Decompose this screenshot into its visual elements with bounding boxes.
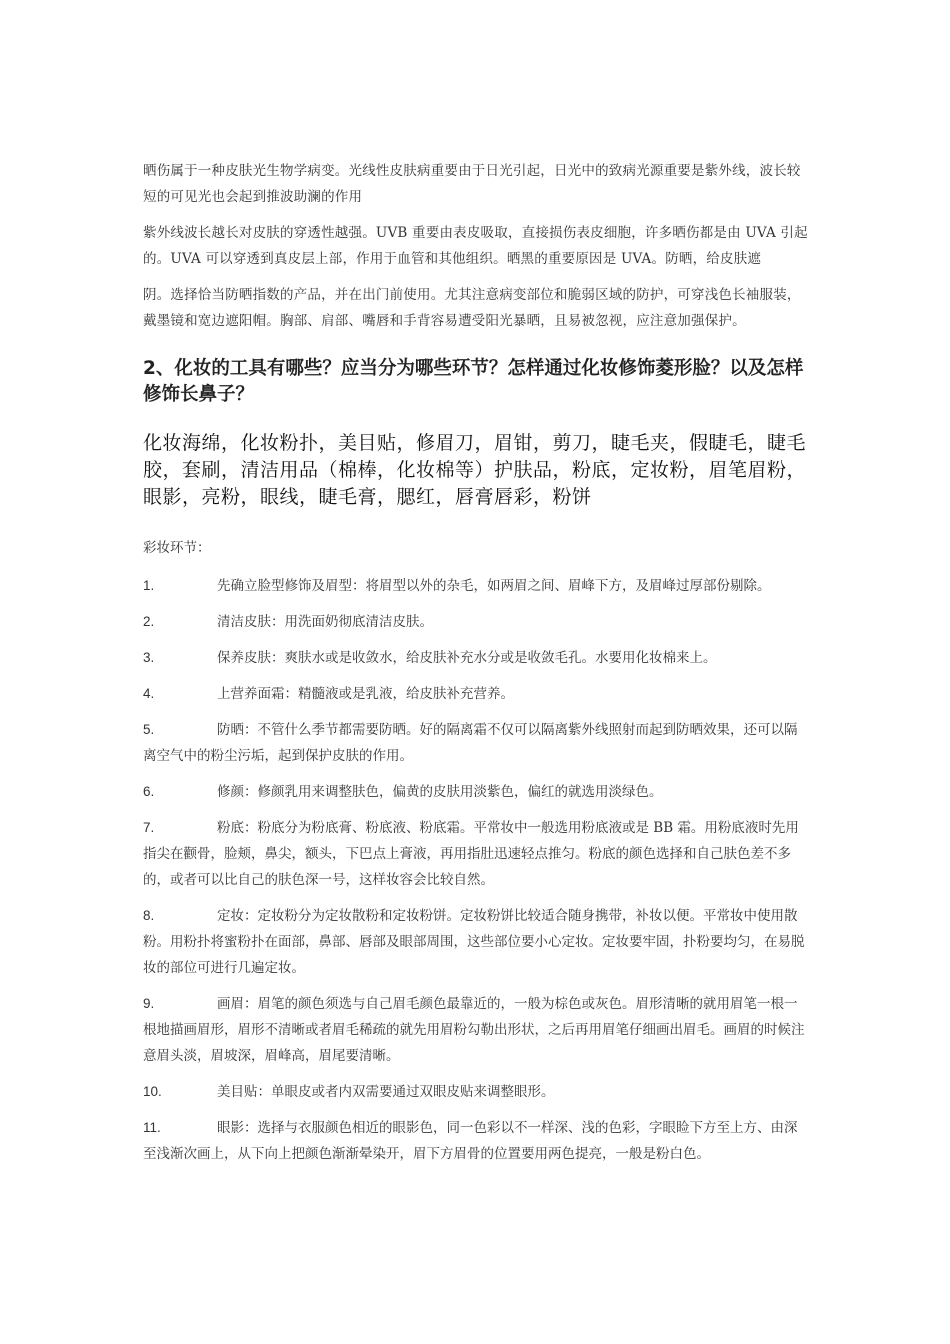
step-text: 美目贴：单眼皮或者内双需要通过双眼皮贴来调整眼形。 [217, 1084, 555, 1100]
step-text: 定妆：定妆粉分为定妆散粉和定妆粉饼。定妆粉饼比较适合随身携带，补妆以便。平常妆中使用散粉。用粉扑将蜜粉扑在面部，鼻部、唇部及眼部周围，这些部位要小心定妆。定妆要牢固，扑粉要均匀，在易脱妆的部位可进行几遍定妆。 [143, 908, 805, 976]
list-item [143, 991, 808, 1069]
step-number: 4. [143, 686, 155, 701]
step-text: 眼影：选择与衣服颜色相近的眼影色，同一色彩以不一样深、浅的色彩，字眼睑下方至上方、由深至浅渐次画上，从下向上把颜色渐渐晕染开，眉下方眉骨的位置要用两色提亮，一般是粉白色。 [143, 1120, 798, 1162]
list-item [143, 681, 808, 707]
step-number: 10. [143, 1084, 162, 1099]
step-text: 防晒：不管什么季节都需要防晒。好的隔离霜不仅可以隔离紫外线照射而起到防晒效果，还可以隔离空气中的粉尘污垢，起到保护皮肤的作用。 [143, 722, 798, 764]
step-number: 9. [143, 996, 155, 1011]
list-item [143, 903, 808, 981]
step-text: 上营养面霜：精髓液或是乳液，给皮肤补充营养。 [217, 686, 514, 702]
document-page [143, 158, 808, 1177]
list-item [143, 717, 808, 769]
step-text: 画眉：眉笔的颜色须选与自己眉毛颜色最靠近的，一般为棕色或灰色。眉形清晰的就用眉笔一根一根地描画眉形，眉形不清晰或者眉毛稀疏的就先用眉粉勾勒出形状，之后再用眉笔仔细画出眉毛。画眉的时候注意眉头淡，眉坡深，眉峰高，眉尾要清晰。 [143, 996, 805, 1064]
steps-title: 彩妆环节： [143, 540, 211, 556]
list-item [143, 645, 808, 671]
list-item [143, 815, 808, 893]
step-text: 粉底：粉底分为粉底膏、粉底液、粉底霜。平常妆中一般选用粉底液或是 BB 霜。用粉底液时先用指尖在颧骨，脸颊，鼻尖，额头，下巴点上膏液，再用指肚迅速轻点推匀。粉底的颜色选择和自己肤色差不多的，或者可以比自己的肤色深一号，这样妆容会比较自然。 [143, 820, 799, 888]
intro-paragraph-2: 紫外线波长越长对皮肤的穿透性越强。UVB 重要由表皮吸取，直接损伤表皮细胞，许多晒伤都是由 UVA 引起的。UVA 可以穿透到真皮层上部，作用于血管和其他组织。晒黑的重要原因是 UVA。防晒，给皮肤遮 [143, 225, 808, 267]
step-number: 11. [143, 1120, 161, 1135]
list-item [143, 1079, 808, 1105]
list-item [143, 609, 808, 635]
intro-paragraph-1: 晒伤属于一种皮肤光生物学病变。光线性皮肤病重要由于日光引起，日光中的致病光源重要是紫外线，波长较短的可见光也会起到推波助澜的作用 [143, 163, 801, 205]
step-number: 8. [143, 908, 155, 923]
step-number: 5. [143, 722, 155, 737]
list-item [143, 573, 808, 599]
steps-list [143, 573, 808, 1167]
step-text: 清洁皮肤：用洗面奶彻底清洁皮肤。 [217, 614, 433, 630]
intro-paragraph-3: 阴。选择恰当防晒指数的产品，并在出门前使用。尤其注意病变部位和脆弱区域的防护，可穿浅色长袖服装，戴墨镜和宽边遮阳帽。胸部、肩部、嘴唇和手背容易遭受阳光暴晒，且易被忽视，应注意加强保护。 [143, 287, 801, 329]
question-heading: 2、化妆的工具有哪些？应当分为哪些环节？怎样通过化妆修饰菱形脸？以及怎样修饰长鼻子？ [143, 358, 804, 405]
step-number: 3. [143, 650, 155, 665]
step-number: 7. [143, 820, 155, 835]
step-text: 保养皮肤：爽肤水或是收敛水，给皮肤补充水分或是收敛毛孔。水要用化妆棉来上。 [217, 650, 717, 666]
step-text: 先确立脸型修饰及眉型：将眉型以外的杂毛，如两眉之间、眉峰下方，及眉峰过厚部份剔除。 [217, 578, 771, 594]
tools-list: 化妆海绵，化妆粉扑，美目贴，修眉刀，眉钳，剪刀，睫毛夹，假睫毛，睫毛胶，套刷，清洁用品（棉棒，化妆棉等）护肤品，粉底，定妆粉，眉笔眉粉，眼影，亮粉，眼线，睫毛膏，腮红，唇膏唇彩，粉饼 [143, 432, 807, 508]
list-item [143, 1115, 808, 1167]
step-number: 1. [143, 578, 155, 593]
step-text: 修颜：修颜乳用来调整肤色，偏黄的皮肤用淡紫色，偏红的就选用淡绿色。 [217, 784, 663, 800]
step-number: 6. [143, 784, 155, 799]
step-number: 2. [143, 614, 155, 629]
list-item [143, 779, 808, 805]
